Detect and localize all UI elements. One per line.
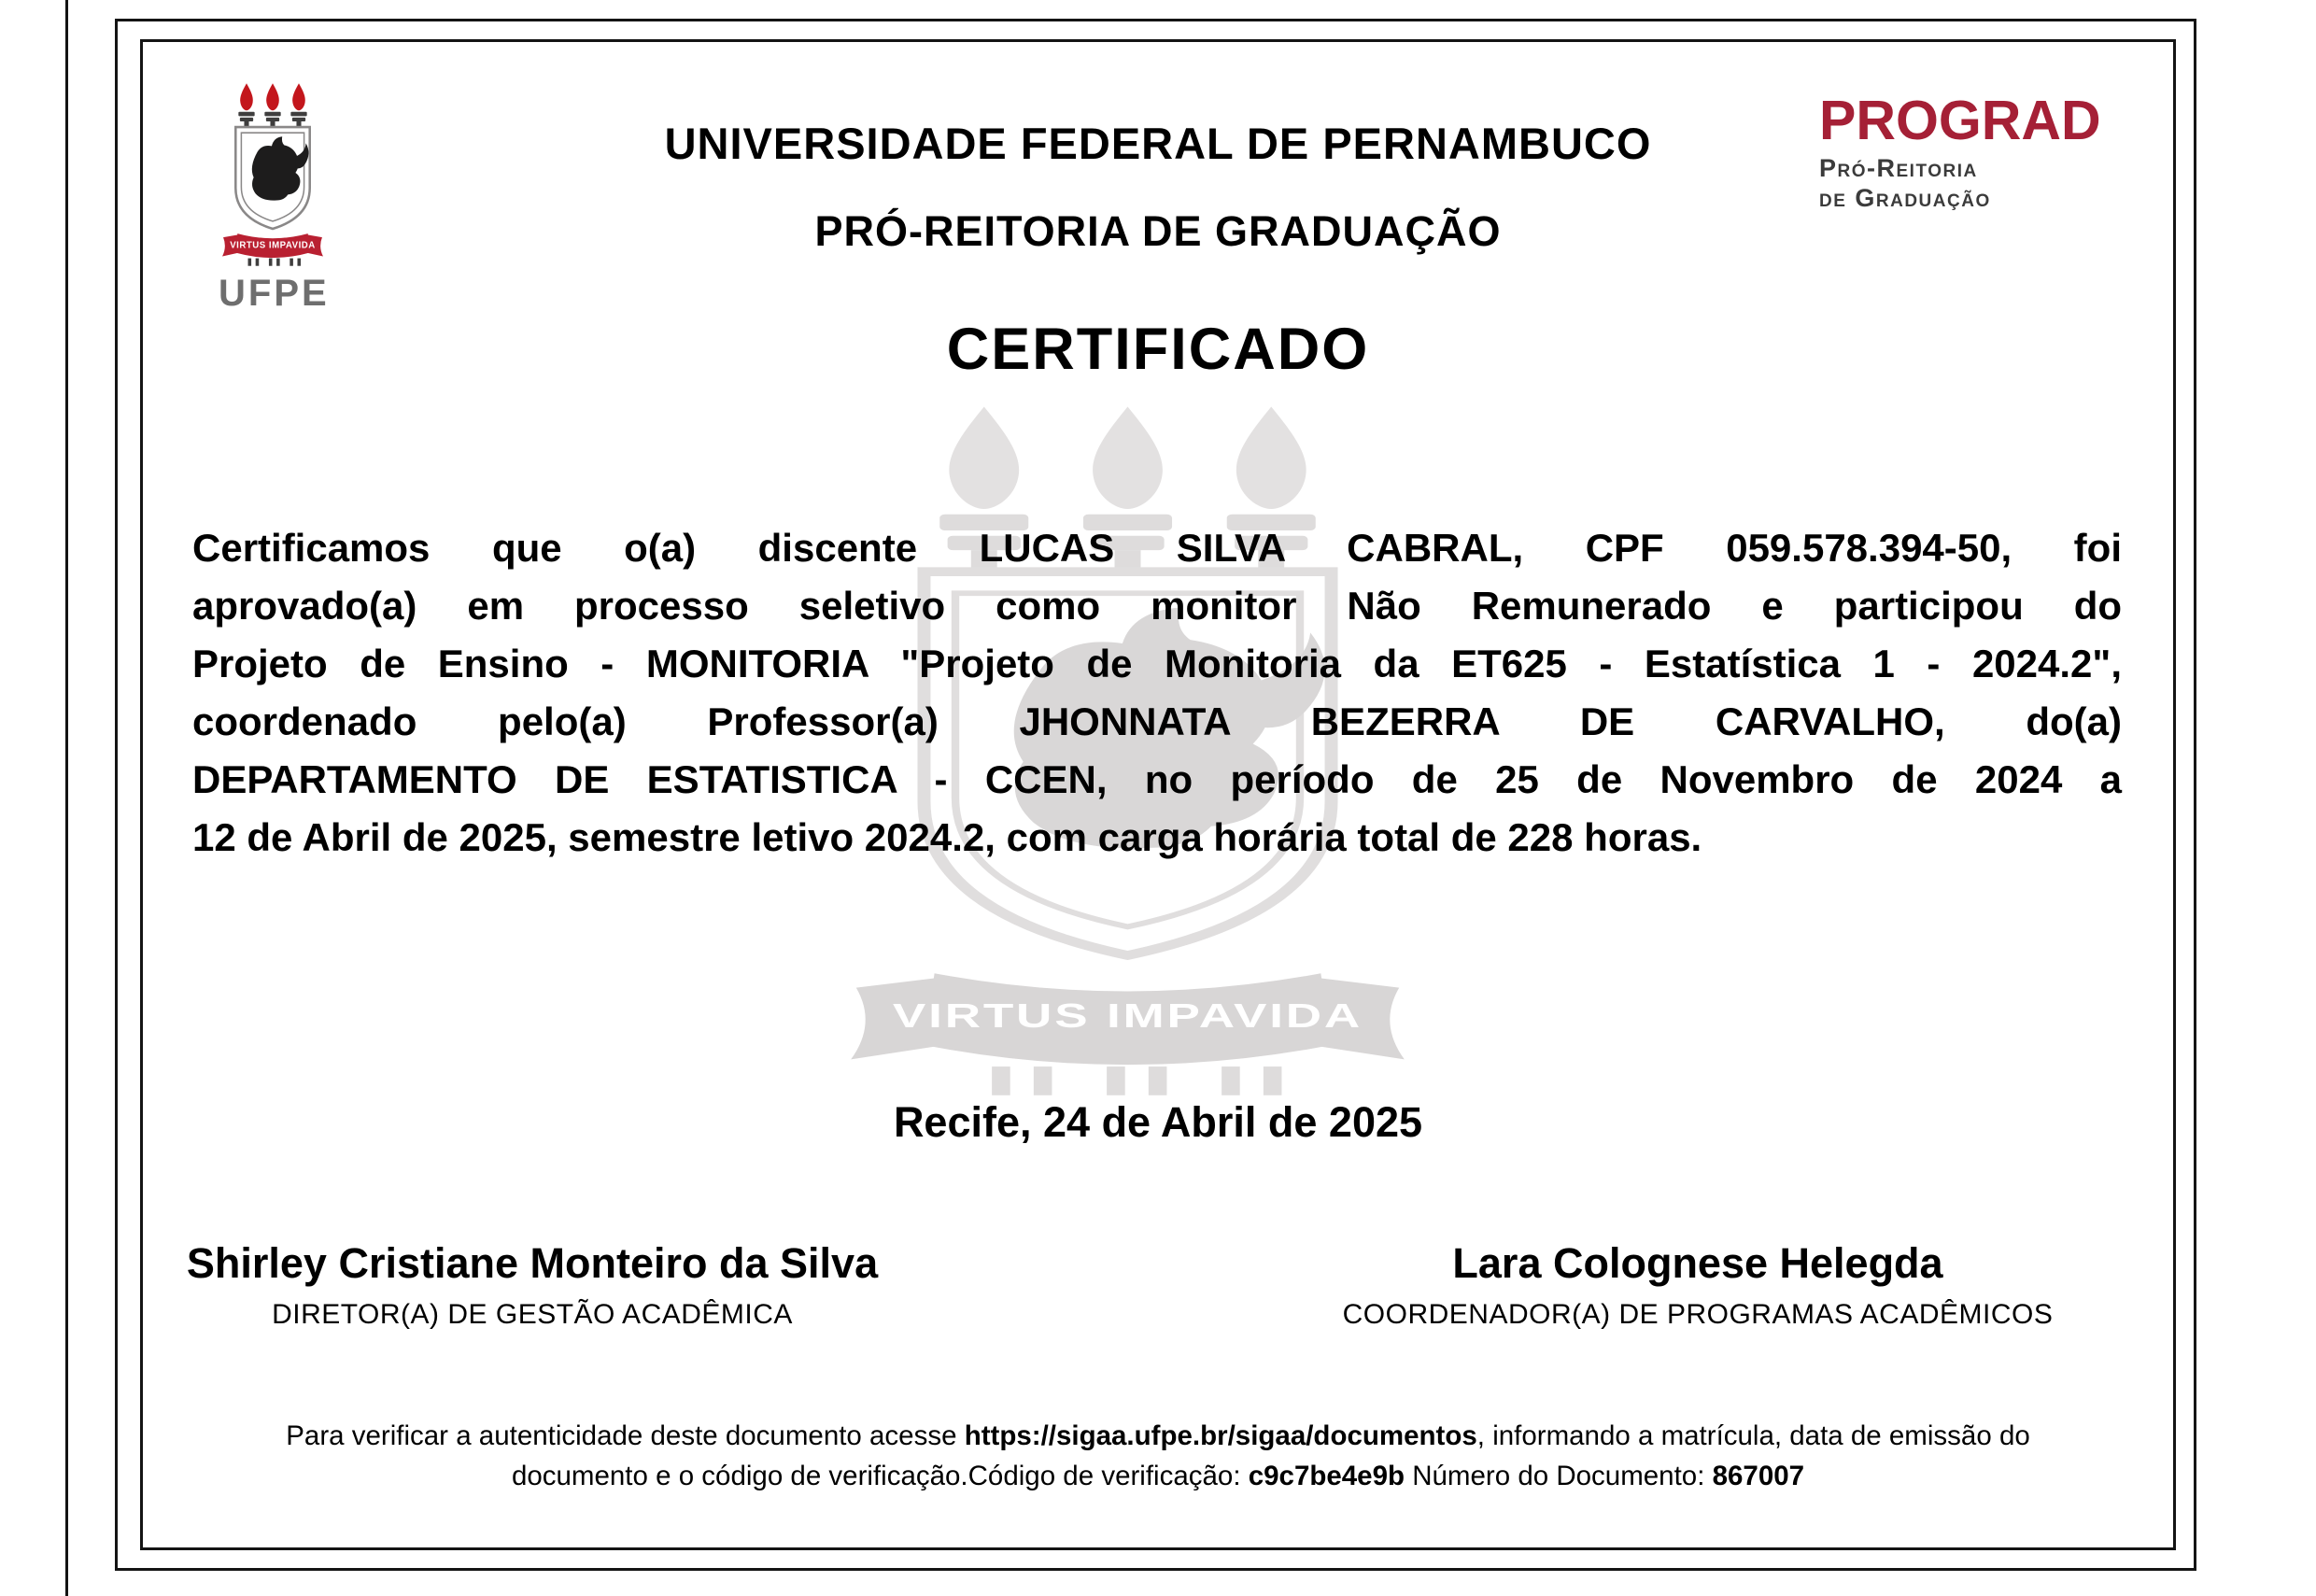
footer-bold-text: c9c7be4e9b <box>1248 1461 1405 1491</box>
signature-left <box>168 1240 897 1331</box>
watermark-motto-text: VIRTUS IMPAVIDA <box>892 996 1363 1035</box>
body-line: Projeto de Ensino - MONITORIA "Projeto de Monitoria da ET625 - Estatística 1 - 2024.2", <box>192 642 2122 685</box>
crest-motto-text: VIRTUS IMPAVIDA <box>230 240 316 251</box>
prograd-logo-subtitle1: Pró-Reitoria <box>1819 154 1978 182</box>
signer-role: DIRETOR(A) DE GESTÃO ACADÊMICA <box>272 1299 793 1330</box>
footer-line <box>149 1456 2167 1496</box>
body-paragraph <box>192 519 2122 867</box>
body-line: coordenado pelo(a) Professor(a) JHONNATA BEZERRA DE CARVALHO, do(a) <box>192 699 2122 743</box>
page-title: CERTIFICADO <box>946 317 1370 382</box>
signer-name: Lara Colognese Helegda <box>1452 1239 1943 1287</box>
date-line: Recife, 24 de Abril de 2025 <box>893 1098 1423 1146</box>
office-name: PRÓ-REITORIA DE GRADUAÇÃO <box>814 207 1502 255</box>
body-line: Certificamos que o(a) discente LUCAS SILVA CABRAL, CPF 059.578.394-50, foi <box>192 526 2122 570</box>
body-line: aprovado(a) em processo seletivo como monitor Não Remunerado e participou do <box>192 584 2122 628</box>
signature-right <box>1306 1240 2090 1331</box>
footer-text: , informando a matrícula, data de emissão do <box>1476 1420 2030 1451</box>
footer-text: Número do Documento: <box>1405 1461 1713 1491</box>
signer-role: COORDENADOR(A) DE PROGRAMAS ACADÊMICOS <box>1342 1299 2054 1330</box>
prograd-logo-title: PROGRAD <box>1819 90 2101 151</box>
ufpe-acronym-label: UFPE <box>219 273 330 314</box>
body-line: DEPARTAMENTO DE ESTATISTICA - CCEN, no período de 25 de Novembro de 2024 a <box>192 757 2122 801</box>
scan-edge-line <box>65 0 68 1596</box>
body-line: 12 de Abril de 2025, semestre letivo 2024.2, com carga horária total de 228 horas. <box>192 815 1702 859</box>
footer-bold-text: 867007 <box>1712 1461 1805 1491</box>
footer-text: Para verificar a autenticidade deste documento acesse <box>286 1420 965 1451</box>
footer-line <box>149 1416 2167 1456</box>
prograd-logo <box>1819 90 2101 214</box>
footer-verification <box>149 1416 2167 1496</box>
footer-text: documento e o código de verificação.Código de verificação: <box>511 1461 1249 1491</box>
signer-name: Shirley Cristiane Monteiro da Silva <box>186 1239 879 1287</box>
footer-bold-text: https://sigaa.ufpe.br/sigaa/documentos <box>964 1420 1477 1451</box>
university-name: UNIVERSIDADE FEDERAL DE PERNAMBUCO <box>664 119 1652 168</box>
prograd-logo-subtitle2: de Graduação <box>1819 184 1991 213</box>
